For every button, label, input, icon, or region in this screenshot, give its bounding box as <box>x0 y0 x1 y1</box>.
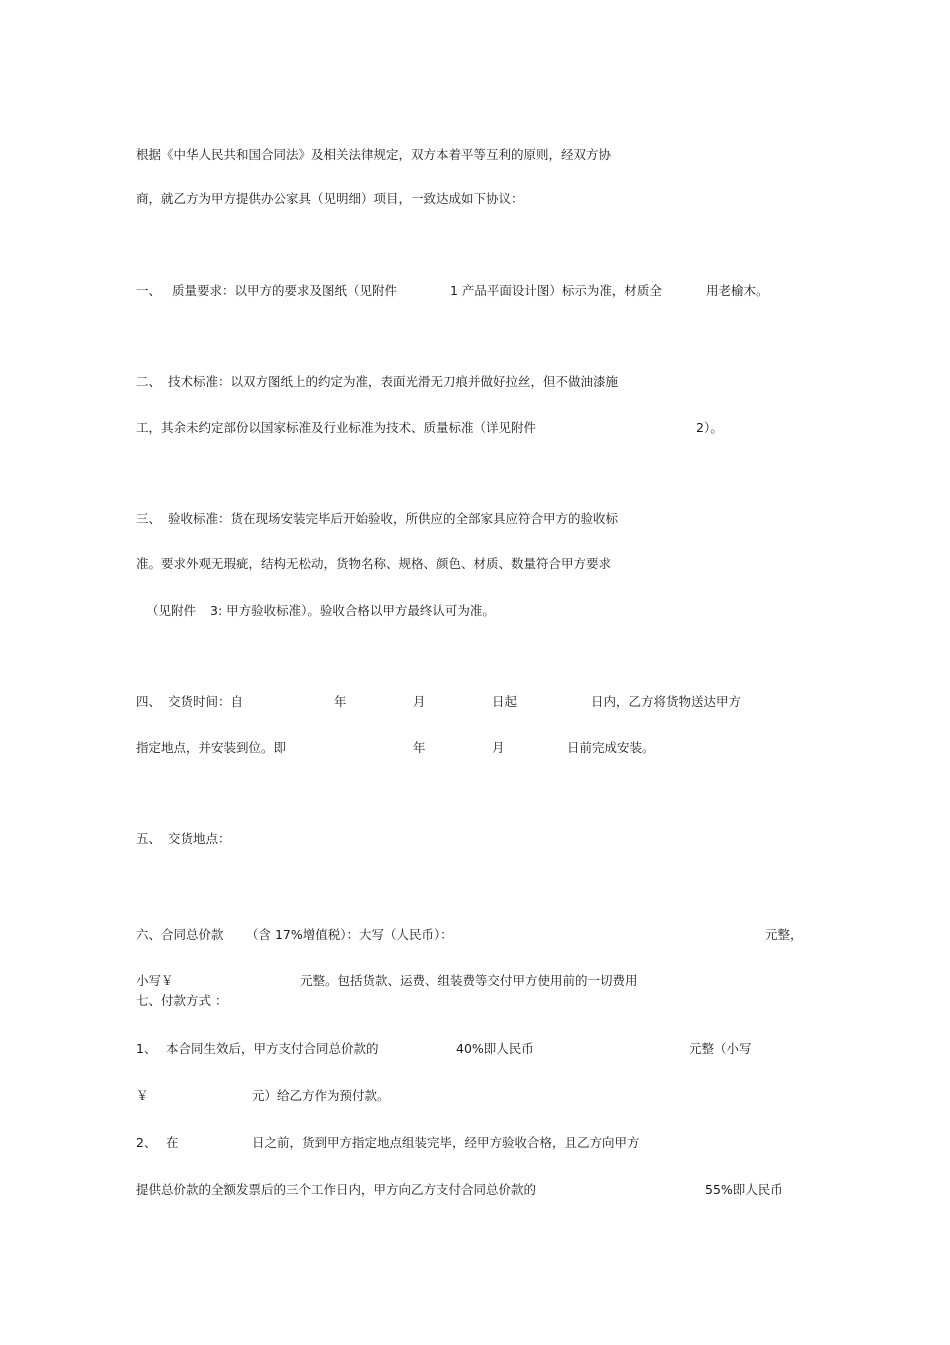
section-5-number: 五、 <box>136 831 162 846</box>
section-2-number: 二、 <box>136 374 162 389</box>
section-6-tax: （含 17%增值税）：大写（人民币）： <box>246 927 453 942</box>
section-4-finish: 日前完成安装。 <box>567 740 655 755</box>
payment-2-text-b: 日之前，货到甲方指定地点组装完毕，经甲方验收合格，且乙方向甲方 <box>252 1135 640 1150</box>
payment-1-text: 本合同生效后，甲方支付合同总价款的 <box>166 1041 379 1056</box>
section-4-within: 日内，乙方将货物送达甲方 <box>591 694 742 709</box>
section-4-number: 四、 <box>136 694 162 709</box>
section-4-year-2: 年 <box>413 740 426 755</box>
section-2-line-2: 工，其余未约定部份以国家标准及行业标准为技术、质量标准（详见附件 <box>136 420 537 435</box>
section-6-includes: 元整。包括货款、运费、组装费等交付甲方使用前的一切费用 <box>300 973 638 988</box>
section-4-day-from: 日起 <box>492 694 518 709</box>
section-4-line-2: 指定地点，并安装到位。即 <box>136 740 287 755</box>
intro-line-2: 商，就乙方为甲方提供办公家具（见明细）项目，一致达成如下协议： <box>136 191 524 206</box>
payment-1-percent: 40%即人民币 <box>456 1041 534 1056</box>
payment-2-text-a: 在 <box>166 1135 179 1150</box>
section-4-month: 月 <box>413 694 426 709</box>
section-1-number: 一、 <box>136 283 162 298</box>
section-3-line-3b: 3: 甲方验收标准）。验收合格以甲方最终认可为准。 <box>210 603 495 618</box>
section-4-year: 年 <box>334 694 347 709</box>
section-3-number: 三、 <box>136 511 162 526</box>
payment-2-number: 2、 <box>136 1135 157 1150</box>
section-3-line-2: 准。要求外观无瑕疵，结构无松动，货物名称、规格、颜色、材质、数量符合甲方要求 <box>136 556 612 571</box>
section-3-text: 验收标准：货在现场安装完毕后开始验收，所供应的全部家具应符合甲方的验收标 <box>168 511 619 526</box>
section-1-attachment: 1 产品平面设计图）标示为准，材质全 <box>450 283 662 298</box>
section-1-text: 质量要求：以甲方的要求及图纸（见附件 <box>172 283 398 298</box>
section-4-text: 交货时间：自 <box>168 694 244 709</box>
payment-2-percent: 55%即人民币 <box>705 1182 783 1197</box>
section-6-title: 六、合同总价款 <box>136 927 224 942</box>
section-2-text: 技术标准：以双方图纸上的约定为准，表面光滑无刀痕并做好拉丝，但不做油漆施 <box>168 374 619 389</box>
intro-line-1: 根据《中华人民共和国合同法》及相关法律规定，双方本着平等互利的原则，经双方协 <box>136 147 612 162</box>
section-6-yuan: 元整， <box>765 927 803 942</box>
payment-1-number: 1、 <box>136 1041 157 1056</box>
payment-2-text-c: 提供总价款的全额发票后的三个工作日内，甲方向乙方支付合同总价款的 <box>136 1182 537 1197</box>
payment-1-prepay: 元）给乙方作为预付款。 <box>252 1088 390 1103</box>
section-5-text: 交货地点： <box>168 831 231 846</box>
payment-1-small: ￥ <box>136 1088 149 1103</box>
section-2-attachment: 2）。 <box>696 420 723 435</box>
section-7-title: 七、付款方式 ： <box>136 993 228 1008</box>
section-3-line-3a: （见附件 <box>146 603 197 618</box>
section-1-material: 用老榆木。 <box>706 283 769 298</box>
payment-1-yuan: 元整（小写 <box>689 1041 752 1056</box>
section-6-small: 小写￥ <box>136 973 174 988</box>
section-4-month-2: 月 <box>492 740 505 755</box>
